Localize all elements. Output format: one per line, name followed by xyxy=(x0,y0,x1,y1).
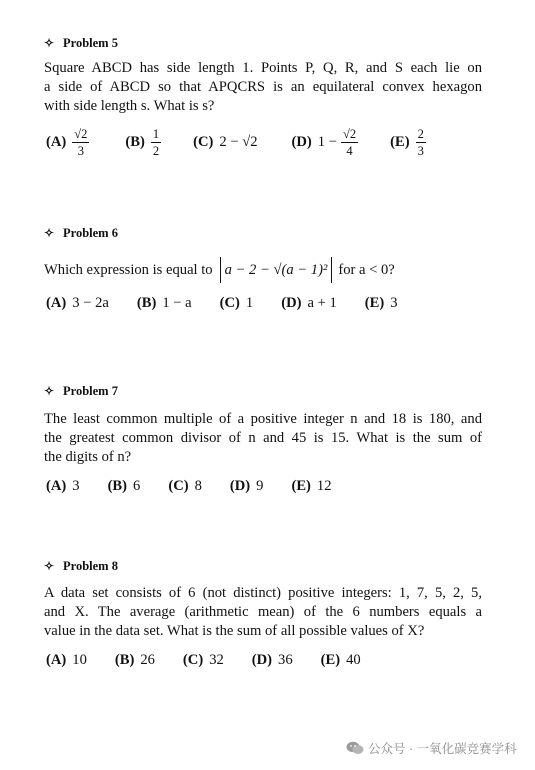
choice-e[interactable]: (E) 40 xyxy=(320,651,361,668)
statement-line: The least common multiple of a positive integer n and 18 is 180, and xyxy=(44,411,482,427)
choice-value: 12 xyxy=(316,477,332,494)
choice-value: 32 xyxy=(209,651,224,668)
sparkle-icon: ✧ xyxy=(43,384,55,398)
choice-value: 2 − √2 xyxy=(219,133,258,150)
choice-b[interactable]: (B) $\frac{1}{2}$ xyxy=(125,126,160,158)
choice-value: 40 xyxy=(346,651,361,668)
fraction: $\frac{√2}{3}$ xyxy=(74,126,88,158)
problem-6-statement: Which expression is equal to a − 2 − √(a − 1)² for a < 0? xyxy=(44,257,482,283)
choice-b[interactable]: (B) 1 − a xyxy=(136,294,192,311)
statement-line: a side of ABCD so that APQCRS is an equilateral convex hexagon xyxy=(44,79,482,95)
choice-value: 10 xyxy=(72,651,87,668)
choice-c[interactable]: (C) 2 − √2 xyxy=(193,133,258,150)
problem-8-title: ✧ Problem 8 xyxy=(43,559,118,573)
statement-line: and X. The average (arithmetic mean) of the 6 numbers equals a xyxy=(44,604,482,620)
choice-e[interactable]: (E) 3 xyxy=(364,294,398,311)
abs-bar-right xyxy=(331,257,332,283)
fraction: $\frac{2}{3}$ xyxy=(417,126,424,158)
abs-bar-left xyxy=(220,257,221,283)
statement-line: Square ABCD has side length 1. Points P, Q, R, and S each lie on xyxy=(44,60,482,76)
statement-line: the digits of n? xyxy=(44,449,132,465)
sparkle-icon: ✧ xyxy=(43,559,55,573)
choice-value: 8 xyxy=(194,477,202,494)
choice-prefix: 1 − xyxy=(317,133,337,150)
math-expression: a − 2 − √(a − 1)² xyxy=(224,261,328,278)
choice-value: 3 xyxy=(72,477,80,494)
problem-8-statement xyxy=(44,584,482,641)
choice-e[interactable]: (E) 12 xyxy=(291,477,332,494)
problem-7-choices xyxy=(46,464,332,508)
choice-b[interactable]: (B) 6 xyxy=(107,477,141,494)
choice-d[interactable]: (D) 1 − $\frac{√2}{4}$ xyxy=(291,126,357,158)
choice-c[interactable]: (C) 8 xyxy=(168,477,202,494)
statement-line: with side length s. What is s? xyxy=(44,98,215,114)
problem-6-title: ✧ Problem 6 xyxy=(43,226,118,240)
problem-7-title: ✧ Problem 7 xyxy=(43,384,118,398)
choice-d[interactable]: (D) 9 xyxy=(229,477,264,494)
sparkle-icon: ✧ xyxy=(43,226,55,240)
choice-value: 3 − 2a xyxy=(72,294,109,311)
problem-7-statement xyxy=(44,410,482,467)
choice-a[interactable]: (A) $\frac{√2}{3}$ xyxy=(46,126,88,158)
choice-b[interactable]: (B) 26 xyxy=(114,651,155,668)
choice-value: 1 xyxy=(245,294,254,311)
wechat-icon xyxy=(346,741,364,755)
choice-d[interactable]: (D) 36 xyxy=(251,651,293,668)
watermark: 公众号 · 一氧化碳竞赛学科 xyxy=(346,739,517,757)
sparkle-icon: ✧ xyxy=(43,36,55,50)
choice-value: 3 xyxy=(390,294,398,311)
choice-value: 36 xyxy=(278,651,293,668)
choice-value: 26 xyxy=(140,651,155,668)
choice-c[interactable]: (C) 32 xyxy=(182,651,224,668)
choice-value: 9 xyxy=(256,477,264,494)
choice-c[interactable]: (C) 1 xyxy=(219,294,254,311)
problem-6-choices xyxy=(46,281,398,325)
choice-value: 1 − a xyxy=(162,294,192,311)
problem-5-statement xyxy=(44,59,482,116)
choice-a[interactable]: (A) 3 xyxy=(46,477,80,494)
choice-value: 6 xyxy=(133,477,141,494)
choice-a[interactable]: (A) 10 xyxy=(46,651,87,668)
problem-8-choices xyxy=(46,638,361,682)
statement-line: value in the data set. What is the sum of all possible values of X? xyxy=(44,623,425,639)
choice-value: a + 1 xyxy=(307,294,337,311)
statement-line: the greatest common divisor of n and 45 is 15. What is the sum of xyxy=(44,430,482,446)
statement-line: A data set consists of 6 (not distinct) positive integers: 1, 7, 5, 2, 5, xyxy=(44,585,482,601)
choice-e[interactable]: (E) $\frac{2}{3}$ xyxy=(390,126,424,158)
problem-5-choices xyxy=(46,120,426,164)
problem-5-title: ✧ Problem 5 xyxy=(43,36,118,50)
choice-d[interactable]: (D) a + 1 xyxy=(281,294,337,311)
fraction: $\frac{√2}{4}$ xyxy=(342,126,357,158)
choice-a[interactable]: (A) 3 − 2a xyxy=(46,294,109,311)
fraction: $\frac{1}{2}$ xyxy=(152,126,160,158)
